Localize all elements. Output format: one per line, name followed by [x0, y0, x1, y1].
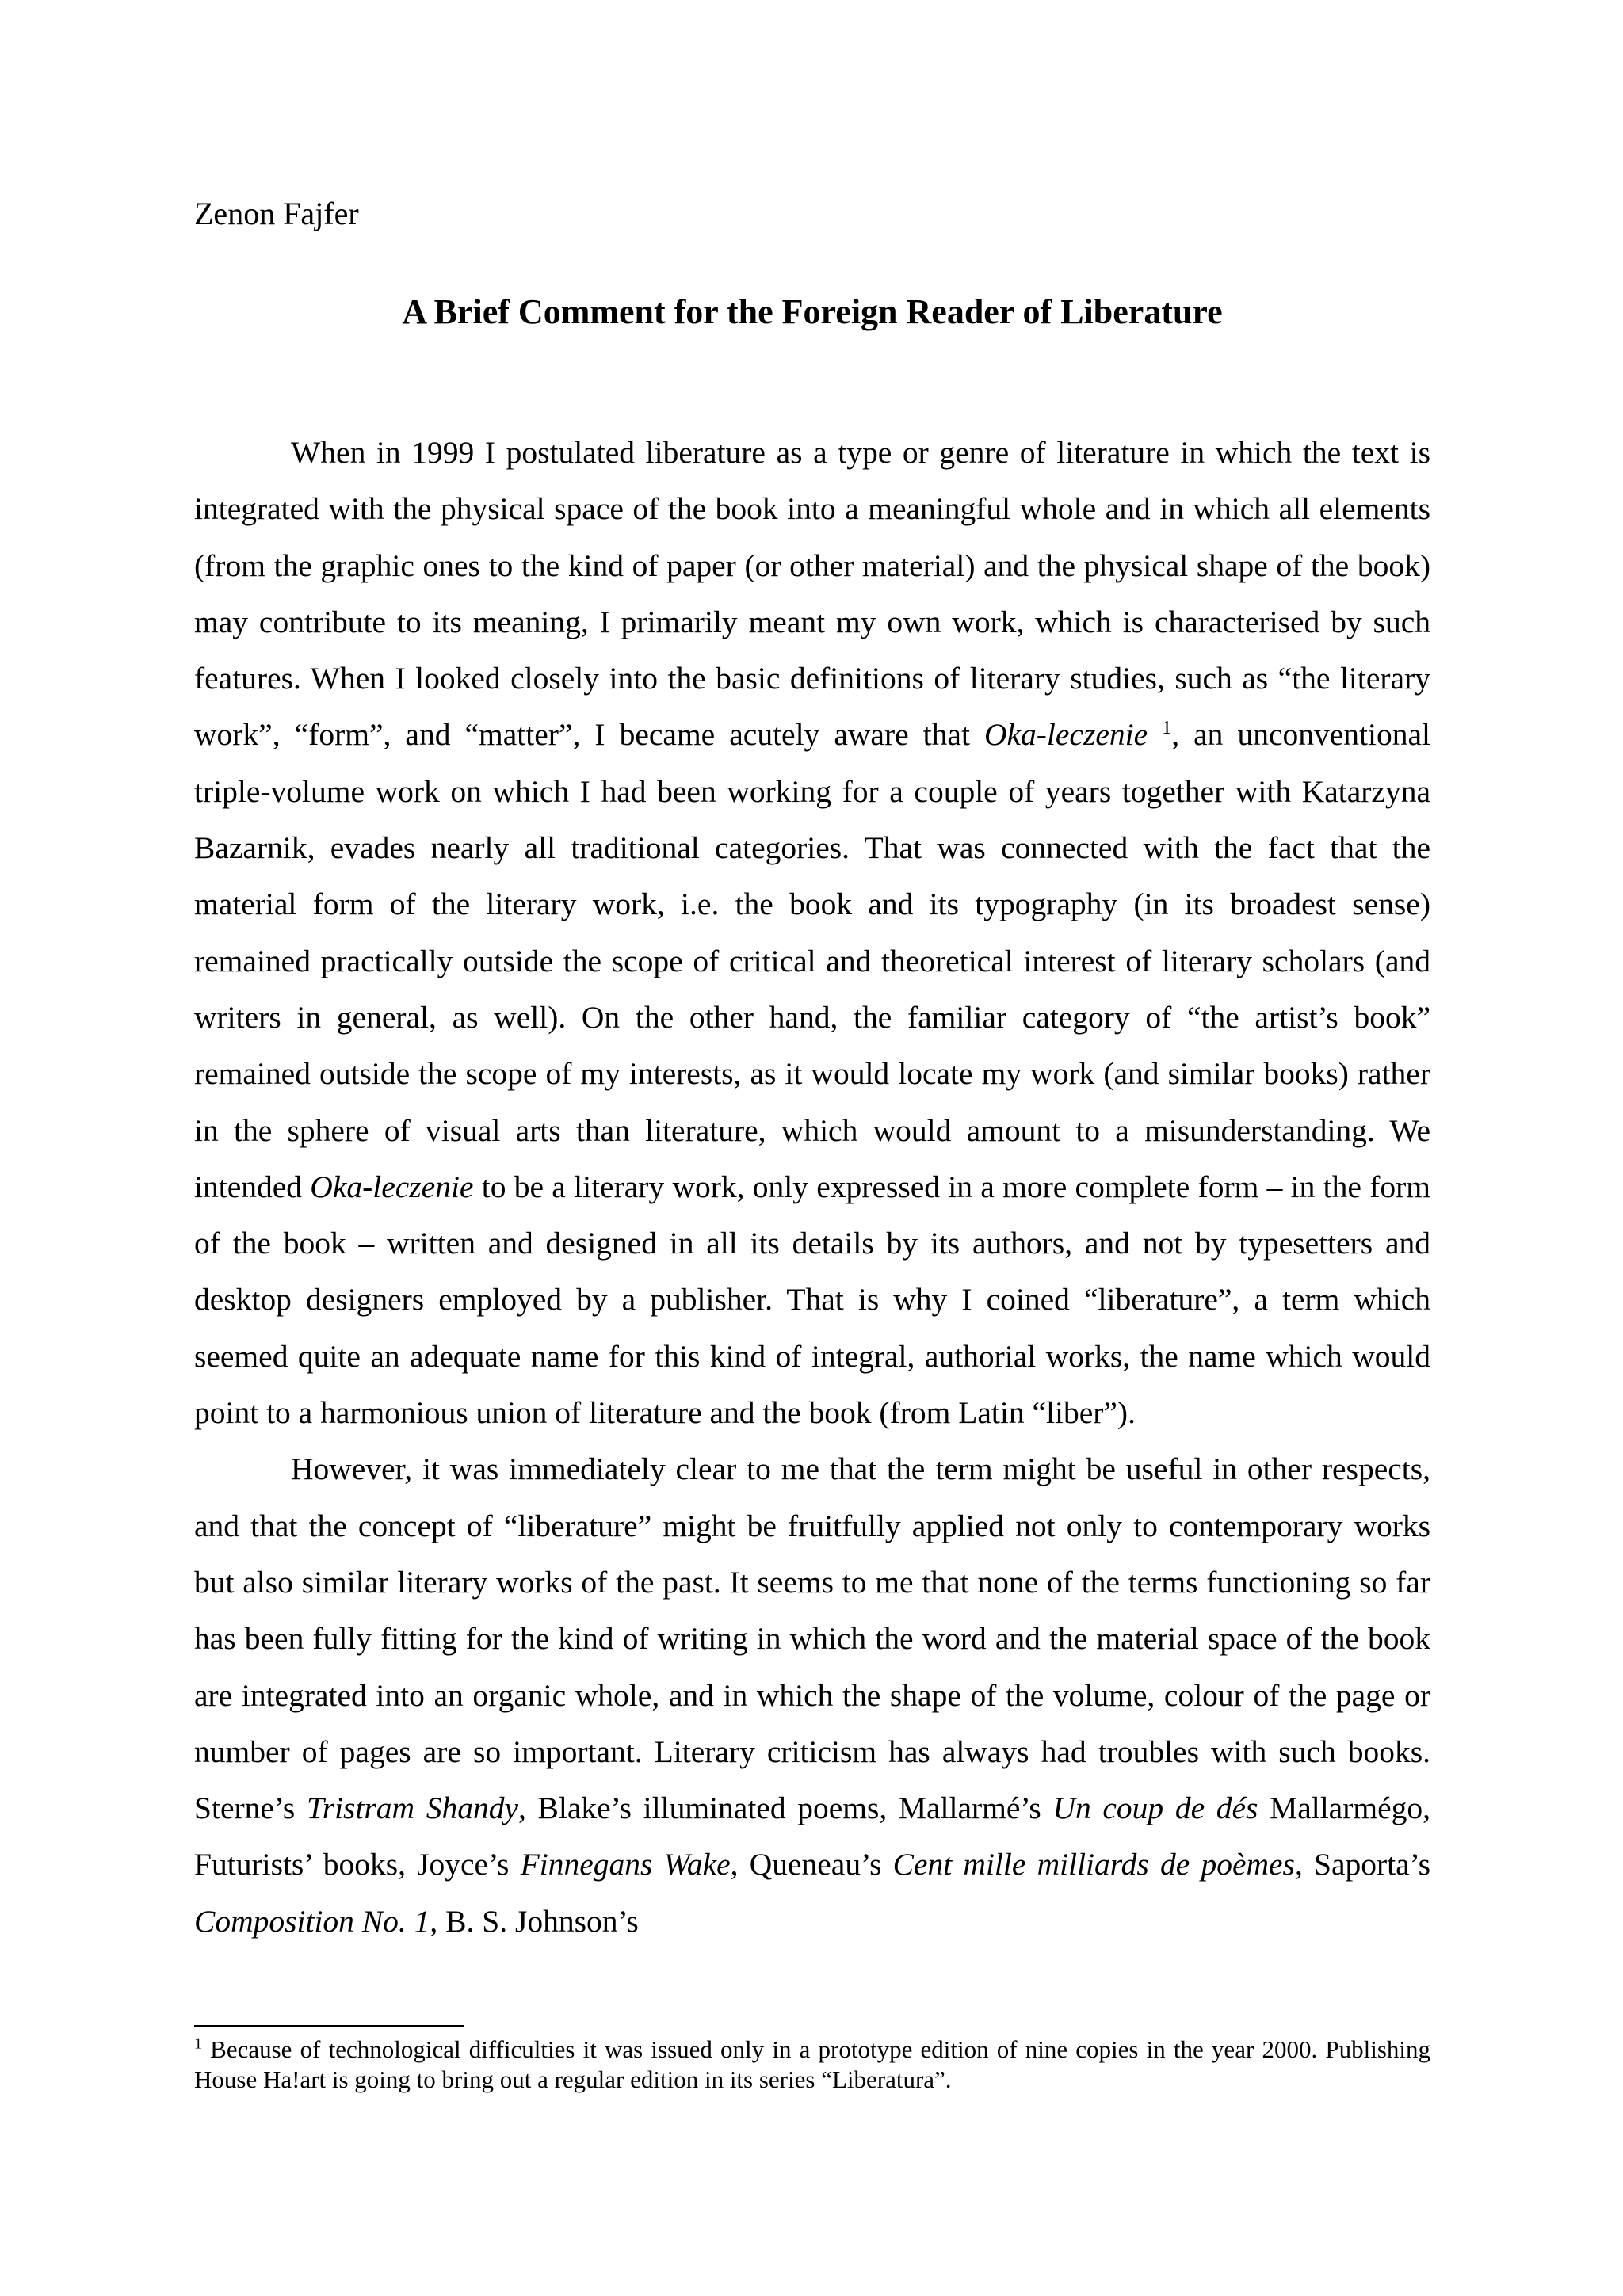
- paragraph-1-text-2: , an unconventional triple-volume work on which I had been working for a couple of years together with Katarzyna Bazarnik, evades nearly all traditional categories. That was connected with the fact that the material form of the literary work, i.e. the book and its typography (in its broadest sense) remained practically outside the scope of critical and theoretical interest of literary scholars (and writers in general, as well). On the other hand, the familiar category of “the artist’s book” remained outside the scope of my interests, as it would locate my work (and similar books) rather in the sphere of visual arts than literature, which would amount to a misunderstanding. We intended: [194, 717, 1430, 1204]
- paragraph-2-text-3: Mallarmégo, Futurists’ books, Joyce’s: [194, 1791, 1430, 1882]
- work-title-tristram-shandy: Tristram Shandy: [306, 1791, 518, 1826]
- paragraph-1-text-3: to be a literary work, only expressed in a more complete form – in the form of the book – written and designed in all its details by its authors, and not by typesetters and desktop designers employed by a publisher. That is why I coined “liberature”, a term which seemed quite an adequate name for this kind of integral, authorial works, the name which would point to a harmonious union of literature and the book (from Latin “liber”).: [194, 1169, 1430, 1431]
- footnote-separator: [194, 2025, 464, 2027]
- paragraph-1-text-1: When in 1999 I postulated liberature as a type or genre of literature in which the text is integrated with the physical space of the book into a meaningful whole and in which all elements (from the graphic ones to the kind of paper (or other material) and the physical shape of the book) may contribute to its meaning, I primarily meant my own work, which is characterised by such features. When I looked closely into the basic definitions of literary studies, such as “the literary work”, “form”, and “matter”, I became acutely aware that: [194, 435, 1430, 753]
- paragraph-2-text-2: , Blake’s illuminated poems, Mallarmé’s: [518, 1791, 1053, 1826]
- footnote-marker: 1: [194, 2035, 202, 2053]
- paragraph-2-text-5: , Saporta’s: [1294, 1847, 1431, 1882]
- paragraph-2-text-1: However, it was immediately clear to me that the term might be useful in other respects, and that the concept of “liberature” might be fruitfully applied not only to contemporary works but also similar literary works of the past. It seems to me that none of the terms functioning so far has been fully fitting for the kind of writing in which the word and the material space of the book are integrated into an organic whole, and in which the shape of the volume, colour of the page or number of pages are so important. Literary criticism has always had troubles with such books. Sterne’s: [194, 1451, 1430, 1826]
- footnote-text: Because of technological difficulties it was issued only in a prototype edition of nine copies in the year 2000. Publishing House Ha!art is going to bring out a regular edition in its series “Liberatura”.: [194, 2035, 1430, 2093]
- paragraph-2-text-6: , B. S. Johnson’s: [430, 1903, 639, 1939]
- paragraph-1: [194, 425, 1430, 1441]
- work-title-un-coup-de-des: Un coup de dés: [1052, 1791, 1258, 1826]
- work-title-finnegans-wake: Finnegans Wake: [520, 1847, 731, 1882]
- author-name: Zenon Fajfer: [194, 196, 359, 231]
- work-title-oka-leczenie-2: Oka-leczenie: [310, 1169, 474, 1204]
- document-title: A Brief Comment for the Foreign Reader of Liberature: [402, 292, 1223, 331]
- work-title-cent-mille-milliards: Cent mille milliards de poèmes: [892, 1847, 1295, 1882]
- work-title-oka-leczenie: Oka-leczenie: [983, 717, 1148, 753]
- footnote-1: [194, 2035, 1430, 2095]
- paragraph-2-text-4: , Queneau’s: [730, 1847, 893, 1882]
- footnote-reference[interactable]: 1: [1162, 718, 1172, 739]
- body-text: [194, 425, 1430, 1950]
- paragraph-2: [194, 1441, 1430, 1950]
- work-title-composition-no-1: Composition No. 1: [194, 1903, 430, 1939]
